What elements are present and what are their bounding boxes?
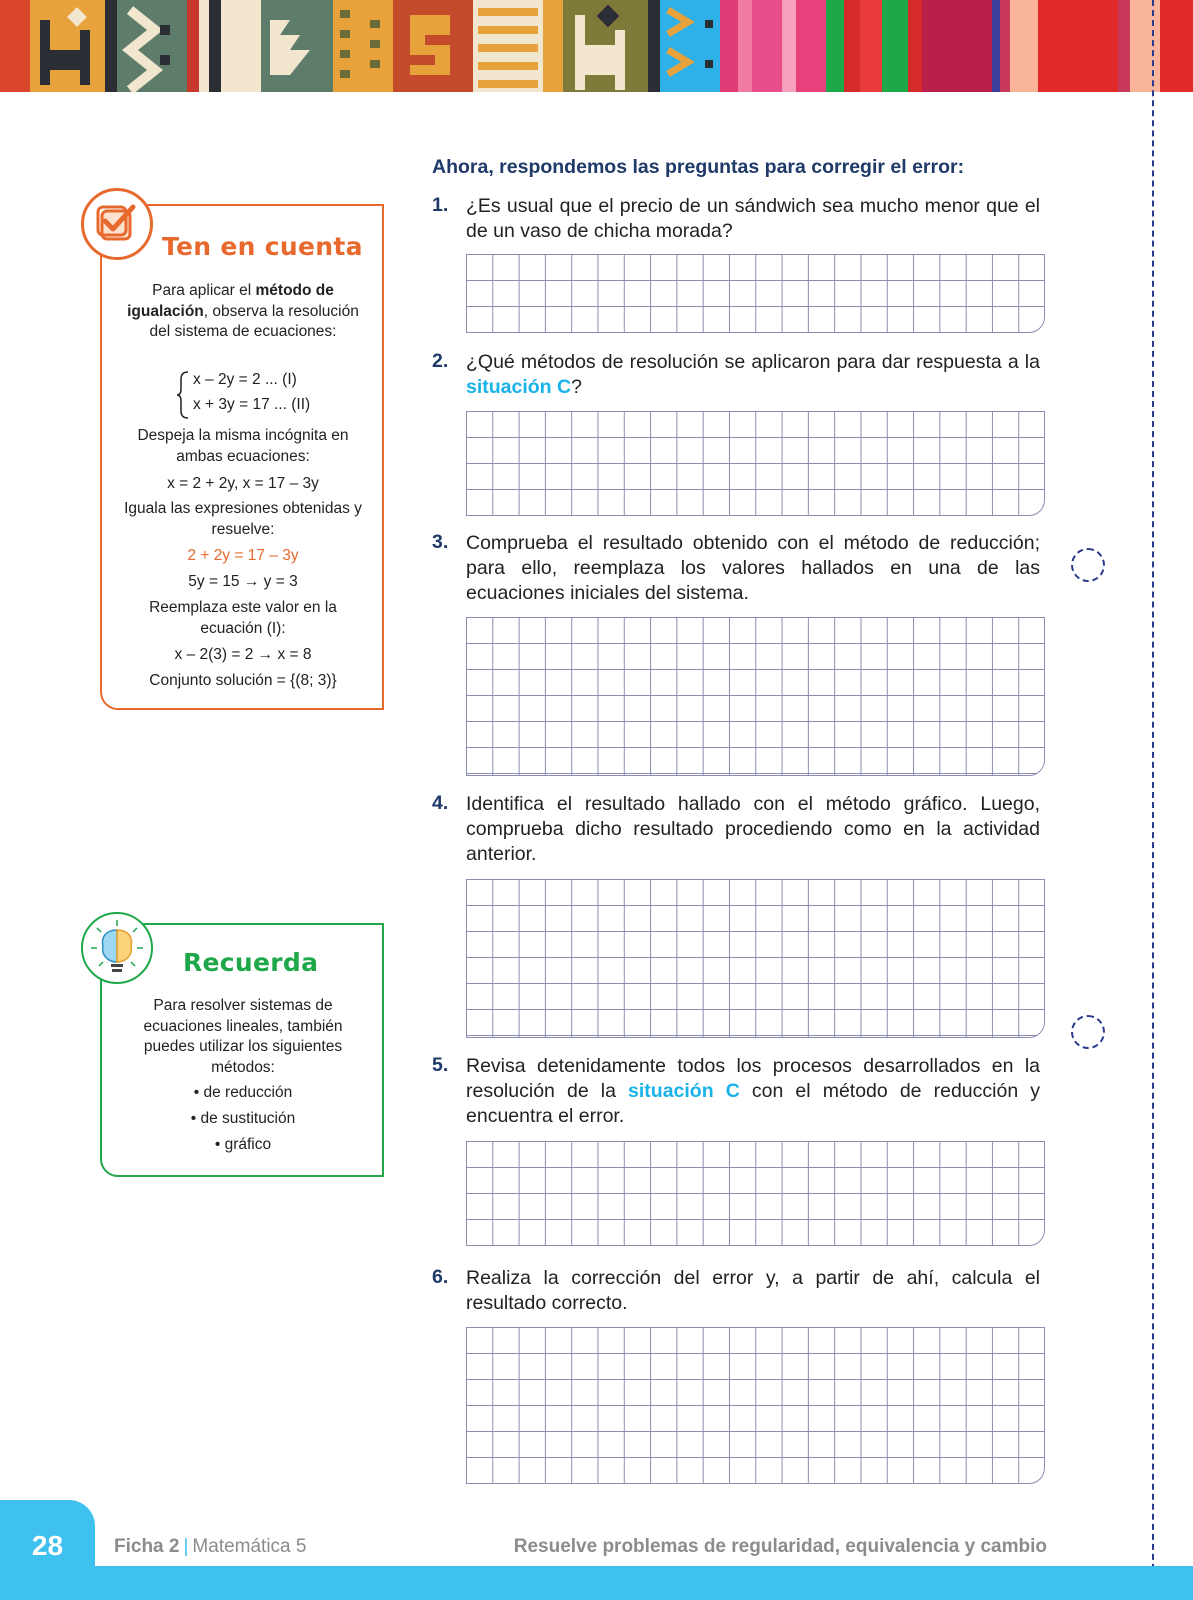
method-grafico: • gráfico	[214, 1136, 272, 1153]
brain-lightbulb-icon	[81, 912, 153, 984]
answer-grid-1[interactable]	[466, 254, 1045, 333]
equation-2: x + 3y = 17 ... (II)	[193, 396, 311, 413]
question-number: 6.	[432, 1266, 449, 1288]
answer-grid-5[interactable]	[466, 1141, 1045, 1246]
answer-grid-4[interactable]	[466, 879, 1045, 1038]
page-number: 28	[31, 1530, 64, 1561]
questions-heading: Ahora, respondemos las preguntas para corregir el error:	[432, 156, 965, 178]
brace-icon	[176, 370, 190, 420]
textile-pattern-image	[0, 0, 1193, 92]
equation-1: x – 2y = 2 ... (I)	[193, 371, 297, 388]
ten-en-cuenta-intro: Para aplicar el método de igualación, observa la resolución del sistema de ecuaciones:	[127, 282, 359, 340]
situacion-c-label: situación C	[628, 1080, 740, 1102]
equation-system	[176, 370, 336, 420]
binder-hole-marker	[1071, 548, 1105, 582]
question-number: 3.	[432, 531, 449, 553]
answer-grid-6[interactable]	[466, 1327, 1045, 1484]
question-5-text: Revisa detenidamente todos los procesos desarrollados en la resolución de la situación C con el método de reducción y encuentra el error.	[466, 1055, 1040, 1127]
question-2-text: ¿Qué métodos de resolución se aplicaron para dar respuesta a la situación C?	[466, 351, 1040, 398]
answer-grid-3[interactable]	[466, 617, 1045, 776]
step-isolate: Despeja la misma incógnita en ambas ecuaciones:	[137, 427, 349, 465]
question-number: 5.	[432, 1054, 449, 1076]
question-4-text: Identifica el resultado hallado con el método gráfico. Luego, comprueba dicho resultado procediendo como en la actividad anterior.	[466, 793, 1040, 865]
recuerda-title: Recuerda	[183, 948, 319, 977]
expression-equalized: 2 + 2y = 17 – 3y	[187, 547, 299, 564]
expression-solved-x: x – 2(3) = 2 → x = 8	[174, 646, 312, 663]
binder-hole-marker	[1071, 1015, 1105, 1049]
expression-isolated: x = 2 + 2y, x = 17 – 3y	[167, 475, 319, 492]
solution-set: Conjunto solución = {(8; 3)}	[149, 672, 337, 689]
ficha-label: Ficha 2	[114, 1536, 180, 1557]
footer-competence: Resuelve problemas de regularidad, equivalencia y cambio	[513, 1536, 1047, 1557]
footer-ficha: Ficha 2 | Matemática 5	[114, 1536, 307, 1557]
step-substitute: Reemplaza este valor en la ecuación (I):	[149, 599, 337, 637]
question-3-text: Comprueba el resultado obtenido con el método de reducción; para ello, reemplaza los valores hallados en una de las ecuaciones iniciales del sistema.	[466, 532, 1040, 604]
checkbox-icon	[81, 188, 153, 260]
ten-en-cuenta-title: Ten en cuenta	[162, 232, 363, 261]
question-6-text: Realiza la corrección del error y, a partir de ahí, calcula el resultado correcto.	[466, 1267, 1040, 1314]
question-number: 4.	[432, 792, 449, 814]
method-reduccion: • de reducción	[193, 1084, 293, 1101]
question-number: 1.	[432, 194, 449, 216]
situacion-c-label: situación C	[466, 376, 572, 398]
footer-band	[0, 1566, 1193, 1600]
expression-solved-y: 5y = 15 → y = 3	[188, 573, 298, 590]
recuerda-text: Para resolver sistemas de ecuaciones lineales, también puedes utilizar los siguientes métodos:	[143, 997, 343, 1076]
question-1-text: ¿Es usual que el precio de un sándwich sea mucho menor que el de un vaso de chicha morada?	[466, 195, 1040, 242]
textile-banner	[0, 0, 1193, 92]
question-number: 2.	[432, 350, 449, 372]
answer-grid-2[interactable]	[466, 411, 1045, 516]
step-equalize: Iguala las expresiones obtenidas y resuelve:	[124, 500, 362, 538]
subject-label: Matemática 5	[192, 1536, 307, 1557]
method-sustitucion: • de sustitución	[190, 1110, 296, 1127]
cut-line	[1152, 0, 1154, 1600]
